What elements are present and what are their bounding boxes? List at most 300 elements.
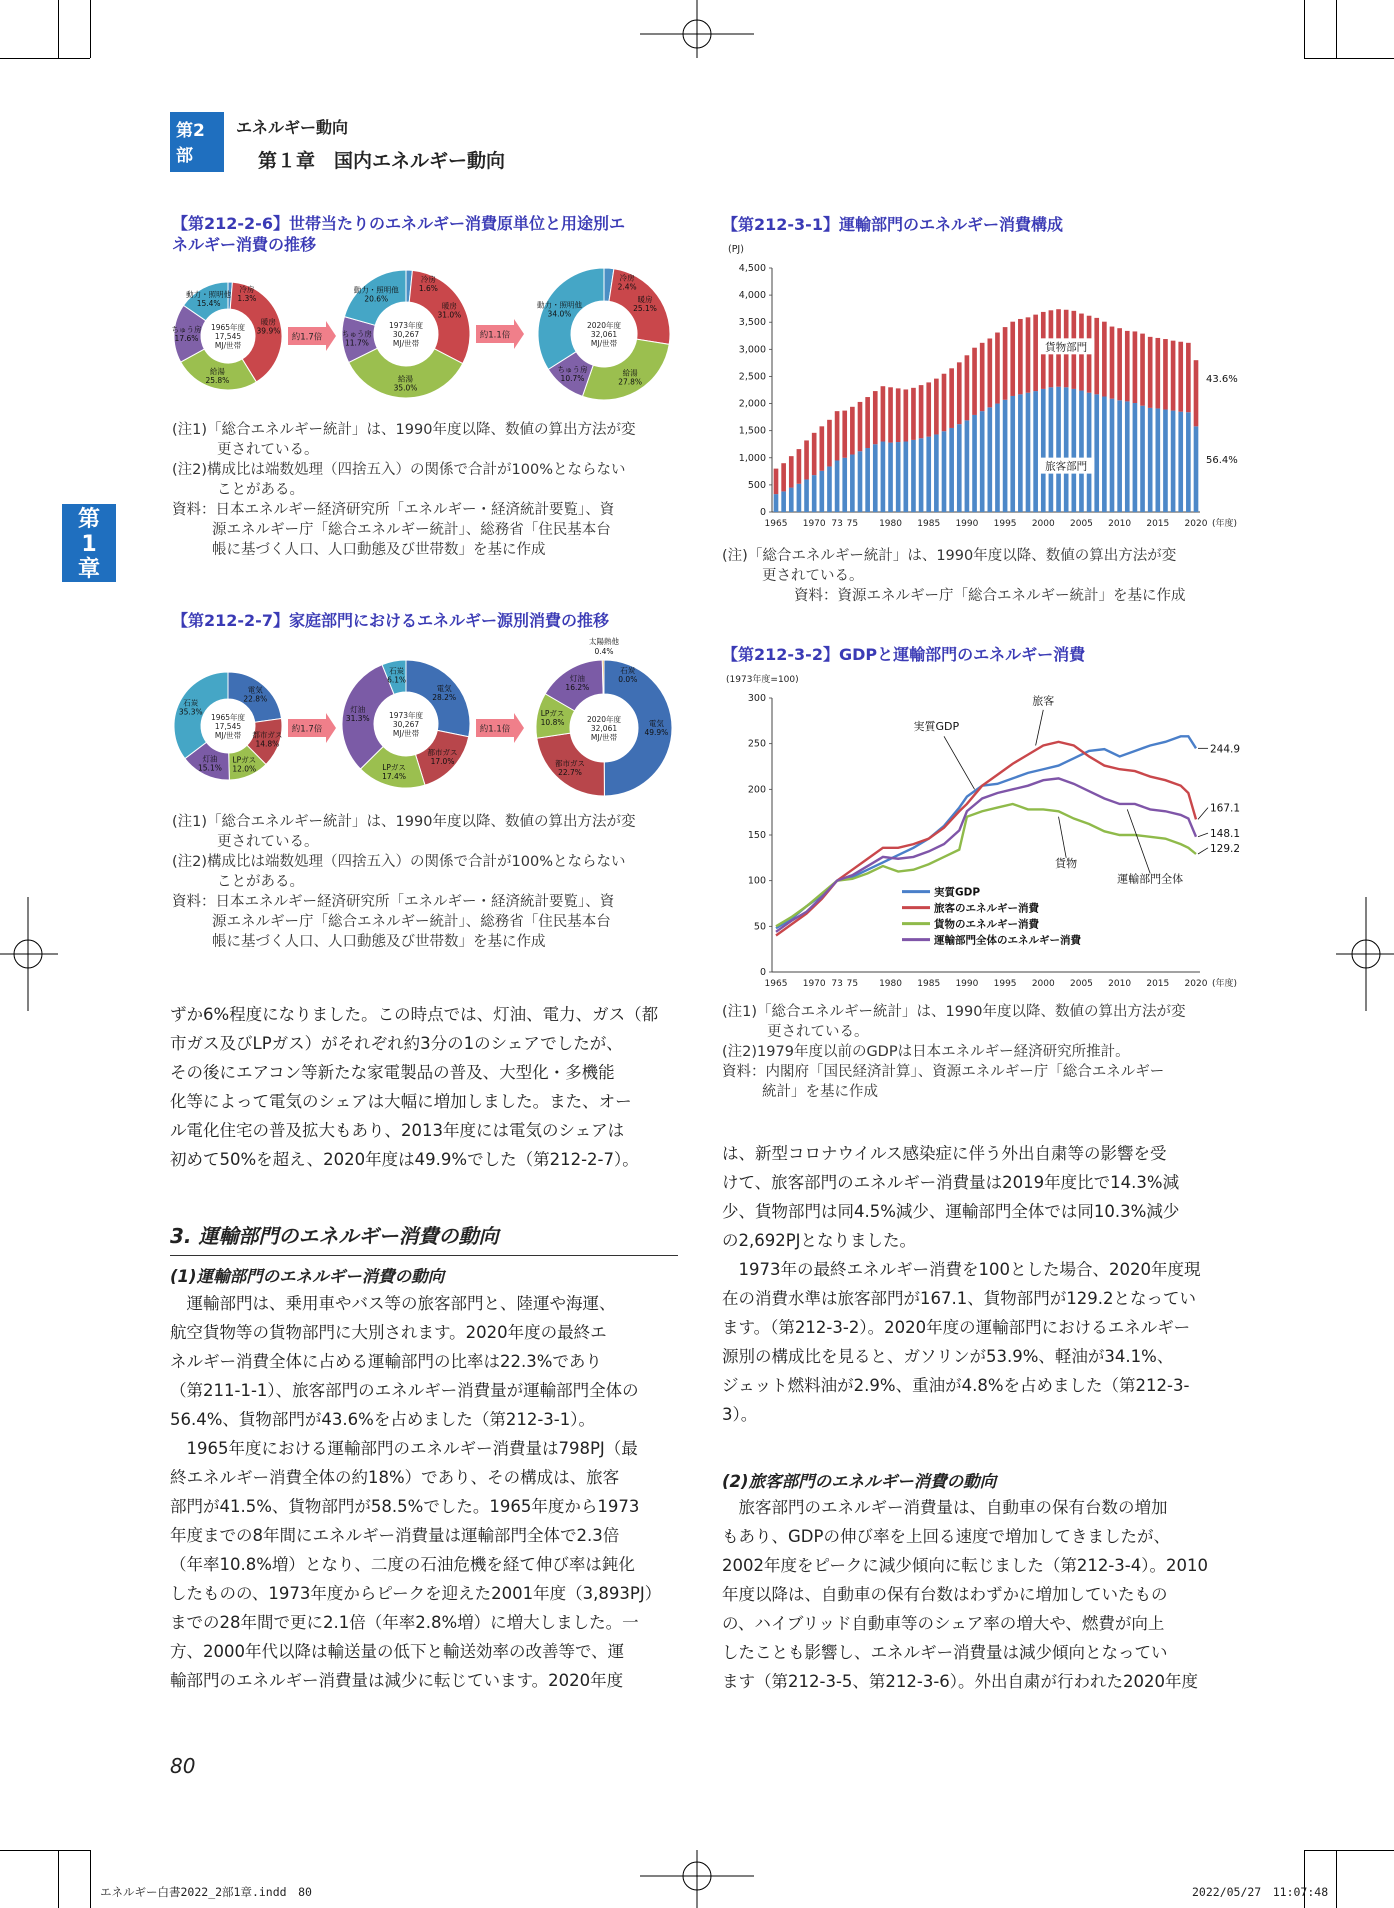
bar-freight <box>881 386 886 441</box>
bar-passenger <box>926 437 931 512</box>
donut-center-year: 2020年度 <box>586 715 622 724</box>
text-line: 年度以降は、自動車の保有台数はわずかに増加していたもの <box>722 1585 1168 1604</box>
bar-freight <box>873 391 878 444</box>
y-tick-label: 4,500 <box>738 263 766 274</box>
callout-total: 運輸部門全体 <box>1117 872 1184 886</box>
x-tick-label: 2005 <box>1070 519 1093 529</box>
bar-passenger <box>957 424 962 512</box>
x-tick-label: 2020 <box>1184 979 1208 989</box>
bar-passenger <box>911 440 916 512</box>
bar-freight <box>865 397 870 448</box>
segment-value: 14.8% <box>255 739 280 749</box>
bar-freight <box>888 387 893 442</box>
bar-passenger <box>1110 399 1115 512</box>
bar-passenger <box>987 407 992 512</box>
bar-freight <box>827 420 832 467</box>
bar-passenger <box>995 404 1000 512</box>
end-value-label: 244.9 <box>1210 743 1241 756</box>
segment-label: 動力・照明他 <box>536 300 582 310</box>
text-line: けて、旅客部門のエネルギー消費量は2019年度比で14.3%減 <box>722 1173 1180 1192</box>
freight-share-label: 43.6% <box>1206 373 1238 385</box>
part-badge: 第2部 <box>170 112 224 172</box>
bar-passenger <box>1163 410 1168 512</box>
bar-freight <box>965 355 970 420</box>
subsection-title: (1)運輸部門のエネルギー消費の動向 <box>170 1267 445 1286</box>
bar-freight <box>1194 360 1199 426</box>
line-chart <box>722 668 1241 998</box>
body-paragraph <box>170 1289 680 1695</box>
text-line: 在の消費水準は旅客部門が167.1、貨物部門が129.2となってい <box>722 1289 1196 1308</box>
stacked-bar-chart <box>722 240 1238 540</box>
body-paragraph <box>722 1139 1232 1429</box>
segment-label: 灯油 <box>350 705 366 715</box>
bar-freight <box>1155 338 1160 408</box>
segment-label: 電気 <box>648 718 664 728</box>
bar-freight <box>1110 327 1115 399</box>
text-line: 輸部門のエネルギー消費量は減少に転じています。2020年度 <box>170 1671 624 1690</box>
segment-value: 22.7% <box>558 767 582 777</box>
segment-value: 10.8% <box>540 718 565 728</box>
bar-passenger <box>1155 408 1160 512</box>
bar-freight <box>1094 318 1099 394</box>
y-tick-label: 1,000 <box>738 452 766 464</box>
text-line: もあり、GDPの伸び率を上回る速度で増加してきましたが、 <box>722 1527 1170 1546</box>
y-tick-label: 0 <box>759 967 766 978</box>
y-tick-label: 3,500 <box>738 317 766 329</box>
x-tick-label: 2005 <box>1070 979 1093 989</box>
bar-freight <box>835 411 840 460</box>
end-value-label: 129.2 <box>1210 842 1241 855</box>
bar-freight <box>972 348 977 415</box>
text-line: その後にエアコン等新たな家電製品の普及、大型化・多機能 <box>170 1063 615 1082</box>
bar-passenger <box>1041 389 1046 512</box>
legend-label: 貨物のエネルギー消費 <box>934 918 1039 931</box>
bar-passenger <box>980 411 985 512</box>
top-label: 太陽熱他 <box>589 637 619 646</box>
series-line-0 <box>776 736 1196 928</box>
bar-passenger <box>1140 406 1145 512</box>
donut <box>171 282 282 390</box>
x-tick-label: 2015 <box>1146 519 1170 529</box>
segment-label: 給湯 <box>398 374 414 384</box>
y-axis-unit: (1973年度=100) <box>726 675 799 685</box>
text-line: 2002年度をピークに減少傾向に転じました（第212-3-4）。2010 <box>722 1556 1208 1575</box>
body-paragraph <box>170 1000 680 1174</box>
donut-center-unit: MJ/世帯 <box>590 733 618 742</box>
bar-passenger <box>942 431 947 512</box>
bar-passenger <box>1064 387 1069 512</box>
bar-passenger <box>919 438 924 512</box>
x-tick-label: 2010 <box>1108 519 1132 529</box>
y-tick-label: 50 <box>753 921 766 933</box>
bar-freight <box>919 385 924 438</box>
segment-value: 35.3% <box>178 707 203 717</box>
segment-value: 27.8% <box>618 377 643 387</box>
donut-center-unit: MJ/世帯 <box>590 339 618 348</box>
text-line: （第211-1-1）、旅客部門のエネルギー消費量が運輸部門全体の <box>170 1381 639 1400</box>
text-line: 航空貨物等の貨物部門に大別されます。2020年度の最終エ <box>170 1323 607 1342</box>
figure-notes: (注1)「総合エネルギー統計」は、1990年度以降、数値の算出方法が変 更されている。 (注2)構成比は端数処理（四捨五入）の関係で合計が100%とならない ことがある。 資料：日本エネルギー経済研究所「エネルギー・経済統計要覧」、資 源エネルギー庁「総合エネルギー統計」、総務省「住民基本台 帳に基づく人口、人口動態及び世帯数」を基に作成 <box>172 814 636 950</box>
bar-passenger <box>1186 412 1191 512</box>
figure-title: 【第212-3-2】GDPと運輸部門のエネルギー消費 <box>722 645 1086 664</box>
end-value-leader <box>1198 848 1208 854</box>
bar-passenger <box>781 491 786 512</box>
donut-center-unit: MJ/世帯 <box>214 731 242 740</box>
text-line: したものの、1973年度からピークを迎えた2001年度（3,893PJ） <box>170 1584 662 1603</box>
y-tick-label: 4,000 <box>738 290 766 302</box>
text-line: 部門が41.5%、貨物部門が58.5%でした。1965年度から1973 <box>170 1497 640 1516</box>
text-line: ネルギー消費全体に占める運輸部門の比率は22.3%であり <box>170 1352 602 1371</box>
x-tick-label: 2020 <box>1184 519 1208 529</box>
segment-value: 2.4% <box>617 282 637 292</box>
bar-passenger <box>1026 393 1031 512</box>
segment-value: 12.0% <box>232 764 257 774</box>
freight-label <box>1038 338 1094 354</box>
segment-value: 6.1% <box>387 675 407 685</box>
text-line: 運輸部門は、乗用車やバス等の旅客部門と、陸運や海運、 <box>186 1294 616 1313</box>
bar-freight <box>949 368 954 428</box>
segment-label: ちゅう房 <box>341 329 372 339</box>
segment-value: 25.8% <box>205 376 230 386</box>
growth-arrow <box>288 321 336 351</box>
segment-value: 10.7% <box>560 373 585 383</box>
text-line: したことも影響し、エネルギー消費量は減少傾向となってい <box>722 1643 1168 1662</box>
text-line: までの28年間で更に2.1倍（年率2.8%増）に増大しました。一 <box>170 1613 639 1632</box>
bar-passenger <box>1178 412 1183 512</box>
donut-center-unit: MJ/世帯 <box>392 729 420 738</box>
donut-center-year: 1965年度 <box>210 323 246 332</box>
text-line: 源別の構成比を見ると、ガソリンが53.9%、軽油が34.1%、 <box>722 1347 1174 1366</box>
bar-passenger <box>896 442 901 512</box>
y-tick-label: 500 <box>747 479 766 491</box>
segment-value: 17.0% <box>430 757 455 767</box>
growth-arrow <box>476 319 524 349</box>
bar-passenger <box>1102 397 1107 512</box>
segment-value: 16.2% <box>565 682 590 692</box>
passenger-label <box>1038 458 1094 474</box>
bar-freight <box>995 333 1000 404</box>
bar-passenger <box>934 434 939 512</box>
x-tick-label: 1990 <box>955 519 979 529</box>
x-axis-unit: (年度) <box>1212 979 1238 989</box>
donut-center-value: 32,061 <box>590 330 618 339</box>
bar-freight <box>942 374 947 431</box>
y-tick-label: 150 <box>747 830 766 841</box>
y-tick-label: 200 <box>747 784 766 796</box>
donut <box>174 672 282 780</box>
text-line: の2,692PJとなりました。 <box>722 1231 917 1250</box>
segment-value: 22.8% <box>243 694 268 704</box>
segment-value: 35.0% <box>393 383 418 393</box>
bar-passenger <box>1079 391 1084 512</box>
callout-line <box>1036 710 1044 746</box>
y-tick-label: 2,000 <box>738 398 766 410</box>
bar-freight <box>1148 337 1153 408</box>
footer-filename: エネルギー白書2022_2部1章.indd 80 <box>100 1885 312 1899</box>
x-tick-label: 1980 <box>879 979 902 989</box>
segment-value: 39.9% <box>256 326 281 336</box>
segment-label: 電気 <box>436 683 452 693</box>
donut-chart-group <box>170 636 680 806</box>
segment-value: 1.3% <box>237 293 257 303</box>
segment-label: 灯油 <box>569 673 585 683</box>
body-paragraph <box>722 1493 1232 1696</box>
bar-freight <box>1102 322 1107 397</box>
bar-freight <box>842 411 847 458</box>
bar-passenger <box>842 458 847 512</box>
segment-label: 暖房 <box>260 317 276 327</box>
bar-passenger <box>1171 411 1176 512</box>
donut-chart-group <box>170 262 680 407</box>
donut-center-unit: MJ/世帯 <box>392 339 420 348</box>
segment-label: ちゅう房 <box>557 364 588 374</box>
text-line: ル電化住宅の普及拡大もあり、2013年度には電気のシェアは <box>170 1121 625 1140</box>
bar-passenger <box>1117 400 1122 512</box>
bar-passenger <box>865 448 870 512</box>
bar-passenger <box>789 488 794 512</box>
x-tick-label: 73 <box>831 979 843 989</box>
bar-passenger <box>827 466 832 512</box>
growth-arrow <box>476 713 524 743</box>
x-tick-label: 73 <box>831 519 843 529</box>
figure-notes: (注1)「総合エネルギー統計」は、1990年度以降、数値の算出方法が変 更されている。 (注2)構成比は端数処理（四捨五入）の関係で合計が100%とならない ことがある。 資料：日本エネルギー経済研究所「エネルギー・経済統計要覧」、資 源エネルギー庁「総合エネルギー統計」、総務省「住民基本台 帳に基づく人口、人口動態及び世帯数」を基に作成 <box>172 422 636 558</box>
x-tick-label: 1965 <box>764 519 788 529</box>
passenger-share-label: 56.4% <box>1206 455 1238 467</box>
bar-freight <box>858 402 863 451</box>
bar-freight <box>774 469 779 494</box>
y-tick-label: 2,500 <box>738 371 766 383</box>
text-line: 市ガス及びLPガス）がそれぞれ約3分の1のシェアでしたが、 <box>170 1034 623 1053</box>
text-line: 1965年度における運輸部門のエネルギー消費量は798PJ（最 <box>186 1439 638 1458</box>
text-line: 1973年の最終エネルギー消費を100とした場合、2020年度現 <box>738 1260 1201 1279</box>
chapter-side-tab: 第 1 章 <box>62 504 116 582</box>
segment-label: 石炭 <box>620 665 636 675</box>
y-axis-unit: (PJ) <box>728 244 744 255</box>
donut <box>342 660 470 788</box>
bar-passenger <box>812 475 817 512</box>
segment-value: 17.4% <box>382 771 406 781</box>
bar-freight <box>926 382 931 436</box>
bar-passenger <box>1194 426 1199 512</box>
bar-freight <box>1125 331 1130 401</box>
segment-value: 11.7% <box>345 338 369 348</box>
bar-freight <box>911 388 916 440</box>
donut-segment <box>538 268 604 369</box>
legend-label: 旅客のエネルギー消費 <box>934 902 1039 915</box>
segment-label: 冷房 <box>420 275 436 285</box>
bar-freight <box>1140 334 1145 406</box>
text-line: （年率10.8%増）となり、二度の石油危機を経て伸び率は鈍化 <box>170 1555 635 1574</box>
segment-label: 暖房 <box>637 294 653 304</box>
arrow-label: 約1.7倍 <box>291 724 323 735</box>
bar-passenger <box>1018 394 1023 512</box>
segment-label: LPガス <box>382 762 406 772</box>
donut <box>536 660 672 796</box>
bar-freight <box>1163 339 1168 409</box>
segment-value: 15.4% <box>196 299 221 309</box>
bar-freight <box>789 456 794 487</box>
bar-passenger <box>903 442 908 512</box>
bar-passenger <box>1125 401 1130 512</box>
footer-timestamp: 2022/05/27 11:07:48 <box>1192 1885 1329 1899</box>
chapter-title: 第１章 国内エネルギー動向 <box>258 150 506 172</box>
figure-notes: (注)「総合エネルギー統計」は、1990年度以降、数値の算出方法が変 更されている。 資料：資源エネルギー庁「総合エネルギー統計」を基に作成 <box>722 548 1186 604</box>
text-line: 旅客部門のエネルギー消費量は、自動車の保有台数の増加 <box>738 1498 1168 1517</box>
arrow-label: 約1.1倍 <box>479 330 511 341</box>
callout-line <box>1059 817 1067 858</box>
segment-label: ちゅう房 <box>171 324 202 334</box>
bar-passenger <box>1133 403 1138 512</box>
segment-value: 15.1% <box>198 763 222 773</box>
part-title: エネルギー動向 <box>236 118 349 137</box>
segment-value: 25.1% <box>633 303 657 313</box>
donut-center-year: 1965年度 <box>210 713 246 722</box>
segment-label: 冷房 <box>239 284 255 294</box>
x-tick-label: 1970 <box>802 519 826 529</box>
bar-freight <box>987 338 992 407</box>
figure-notes: (注1)「総合エネルギー統計」は、1990年度以降、数値の算出方法が変 更されている。 (注2)1979年度以前のGDPは日本エネルギー経済研究所推計。 資料：内閣府「国民経済計算」、資源エネルギー庁「総合エネルギー 統計」を基に作成 <box>722 1004 1186 1100</box>
segment-value: 31.3% <box>345 714 370 724</box>
segment-label: 都市ガス <box>252 730 283 740</box>
text-line: 方、2000年代以降は輸送量の低下と輸送効率の改善等で、運 <box>170 1642 625 1661</box>
y-tick-label: 3,000 <box>738 344 766 356</box>
bar-passenger <box>1056 387 1061 512</box>
donut-segment <box>602 660 604 694</box>
legend-label: 実質GDP <box>934 886 981 899</box>
y-tick-label: 1,500 <box>738 425 766 437</box>
y-tick-label: 300 <box>747 693 766 704</box>
text-line: 年度までの8年間にエネルギー消費量は運輸部門全体で2.3倍 <box>170 1526 620 1545</box>
callout-freight: 貨物 <box>1055 856 1078 870</box>
x-tick-label: 1985 <box>917 519 941 529</box>
donut <box>537 268 670 400</box>
donut-center-value: 30,267 <box>392 720 420 729</box>
segment-value: 0.0% <box>618 674 638 684</box>
bar-passenger <box>819 471 824 512</box>
figure-title: 【第212-3-1】運輸部門のエネルギー消費構成 <box>722 215 1063 234</box>
bar-passenger <box>1049 387 1054 512</box>
bar-freight <box>934 379 939 435</box>
segment-label: 給湯 <box>209 367 225 377</box>
segment-label: 石炭 <box>389 666 405 676</box>
x-tick-label: 75 <box>846 519 859 529</box>
bar-passenger <box>1033 391 1038 512</box>
bar-freight <box>957 362 962 424</box>
end-value-leader <box>1198 833 1208 837</box>
segment-label: 都市ガス <box>554 758 585 768</box>
bar-freight <box>1010 322 1015 396</box>
bar-freight <box>1178 342 1183 412</box>
bar-passenger <box>881 442 886 512</box>
bar-passenger <box>1003 400 1008 512</box>
subsection-title: (2)旅客部門のエネルギー消費の動向 <box>722 1472 997 1491</box>
bar-freight <box>1026 317 1031 392</box>
bar-passenger <box>972 415 977 512</box>
figure-title: 【第212-2-6】世帯当たりのエネルギー消費原単位と用途別エ ネルギー消費の推移 <box>172 214 625 254</box>
freight-label-text: 貨物部門 <box>1045 341 1088 354</box>
text-line: 少、貨物部門は同4.5%減少、運輸部門全体では同10.3%減少 <box>722 1202 1180 1221</box>
bar-freight <box>819 426 824 470</box>
bar-passenger <box>804 479 809 512</box>
text-line: ジェット燃料油が2.9%、重油が4.8%を占めました（第212-3- <box>722 1376 1190 1395</box>
segment-label: LPガス <box>232 755 257 765</box>
segment-label: 石炭 <box>183 698 199 708</box>
bar-freight <box>781 463 786 491</box>
x-tick-label: 1965 <box>764 979 788 989</box>
bar-passenger <box>965 420 970 512</box>
x-tick-label: 2000 <box>1031 979 1055 989</box>
x-tick-label: 1995 <box>993 979 1017 989</box>
bar-passenger <box>858 451 863 512</box>
segment-value: 49.9% <box>644 727 669 737</box>
donut-center-unit: MJ/世帯 <box>214 341 242 350</box>
x-tick-label: 1985 <box>917 979 941 989</box>
donut-center-year: 1973年度 <box>388 321 424 330</box>
bar-freight <box>1133 331 1138 403</box>
bar-freight <box>903 389 908 441</box>
text-line: 初めて50%を超え、2020年度は49.9%でした（第212-2-7）。 <box>170 1150 639 1169</box>
x-tick-label: 2000 <box>1031 519 1055 529</box>
segment-value: 20.6% <box>364 294 389 304</box>
bar-freight <box>896 388 901 442</box>
callout-passenger: 旅客 <box>1032 694 1055 708</box>
donut-center-year: 2020年度 <box>586 321 622 330</box>
bar-freight <box>1117 328 1122 400</box>
bar-freight <box>1186 343 1191 412</box>
segment-label: 冷房 <box>619 273 635 283</box>
callout-line <box>1127 809 1150 873</box>
bar-freight <box>850 407 855 455</box>
arrow-label: 約1.1倍 <box>479 724 511 735</box>
text-line: の、ハイブリッド自動車等のシェア率の増大や、燃費が向上 <box>722 1614 1165 1633</box>
bar-passenger <box>888 443 893 512</box>
segment-label: 都市ガス <box>427 748 458 758</box>
legend-label: 運輸部門全体のエネルギー消費 <box>934 934 1081 947</box>
bar-passenger <box>797 484 802 512</box>
bar-freight <box>812 433 817 475</box>
growth-arrow <box>288 713 336 743</box>
end-value-leader <box>1198 808 1208 820</box>
callout-line <box>944 736 975 789</box>
text-line: は、新型コロナウイルス感染症に伴う外出自粛等の影響を受 <box>722 1144 1167 1163</box>
text-line: ずか6%程度になりました。この時点では、灯油、電力、ガス（都 <box>170 1005 659 1024</box>
y-tick-label: 250 <box>747 738 766 750</box>
text-line: 終エネルギー消費全体の約18%）であり、その構成は、旅客 <box>170 1468 620 1487</box>
bar-passenger <box>1148 408 1153 512</box>
page-number: 80 <box>170 1754 196 1778</box>
donut-center-value: 30,267 <box>392 330 420 339</box>
segment-label: LPガス <box>540 709 565 719</box>
segment-label: 動力・照明他 <box>186 290 232 300</box>
segment-label: 暖房 <box>441 301 457 311</box>
figure-title: 【第212-2-7】家庭部門におけるエネルギー源別消費の推移 <box>172 611 609 630</box>
bar-passenger <box>850 455 855 512</box>
donut-center-value: 17,545 <box>214 332 242 341</box>
donut-center-year: 1973年度 <box>388 711 424 720</box>
segment-value: 31.0% <box>437 310 462 320</box>
bar-passenger <box>949 428 954 512</box>
text-line: 3）。 <box>722 1405 758 1424</box>
bar-freight <box>1171 341 1176 411</box>
y-tick-label: 0 <box>759 507 766 518</box>
passenger-label-text: 旅客部門 <box>1045 460 1088 473</box>
text-line: ます（第212-3-5、第212-3-6）。外出自粛が行われた2020年度 <box>722 1672 1199 1691</box>
segment-label: 動力・照明他 <box>353 285 399 295</box>
bar-passenger <box>873 444 878 512</box>
bar-passenger <box>835 460 840 512</box>
segment-value: 34.0% <box>547 309 572 319</box>
callout-gdp: 実質GDP <box>913 719 960 733</box>
